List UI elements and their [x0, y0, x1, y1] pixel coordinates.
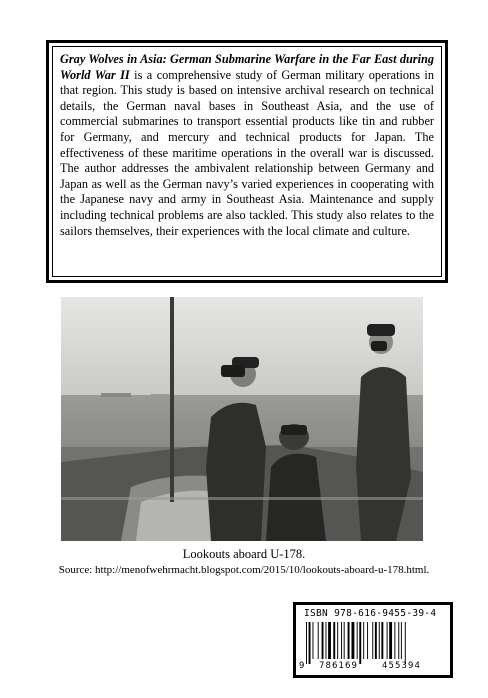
barcode-bar: [381, 622, 383, 659]
barcode-bar: [375, 622, 377, 659]
barcode-digit-first: 9: [299, 661, 305, 671]
barcode-bar: [318, 622, 319, 659]
barcode-bar: [337, 622, 338, 659]
barcode-bar: [322, 622, 324, 659]
blurb-inner-frame: [52, 46, 442, 277]
photo-source: Source: http://menofwehrmacht.blogspot.com/2015/10/lookouts-aboard-u-178.html.: [58, 564, 430, 576]
back-cover-blurb-box: [46, 40, 448, 283]
barcode-bar: [379, 622, 380, 659]
barcode-bar: [389, 622, 392, 659]
barcode-bar: [405, 622, 406, 664]
isbn-barcode: [293, 602, 453, 678]
barcode-bar: [367, 622, 368, 659]
barcode-bar: [344, 622, 345, 659]
photo-caption: Lookouts aboard U-178.: [182, 547, 306, 561]
barcode-bar: [313, 622, 314, 659]
barcode-bar: [326, 622, 327, 659]
barcode-bar: [333, 622, 335, 659]
barcode-bar: [352, 622, 355, 659]
barcode-bar: [341, 622, 342, 659]
barcode-bar: [309, 622, 311, 664]
blurb-paragraph: [60, 52, 434, 239]
book-title: Gray Wolves in Asia: German Submarine Warfare in the Far East during World War II: [60, 52, 434, 82]
barcode-bar: [398, 622, 399, 659]
submarine-lookouts-photo: [61, 297, 423, 541]
barcode-bar: [348, 622, 350, 659]
barcode-bar: [328, 622, 331, 659]
barcode-bar: [394, 622, 395, 659]
barcode-bar: [357, 622, 358, 659]
barcode-bars: [304, 622, 444, 664]
barcode-bar: [359, 622, 361, 664]
photo-illustration: [61, 297, 423, 541]
barcode-digit-group-2: 455394: [382, 661, 422, 671]
barcode-digit-group-1: 786169: [319, 661, 359, 671]
blurb-body: is a comprehensive study of German military operations in that region. This study is based on intensive archival research on technical details, the German naval bases in Southeast Asia, and the use of commercial submarines to transport essential products like tin and rubber for Germany, and mercury and technical products for Japan. The effectiveness of these maritime operations in the overall war is discussed. The author addresses the ambivalent relationship between Germany and Japan as well as the German navy’s varied experiences in cooperating with the Japanese navy and army in Southeast Asia. Maintenance and supply including technical problems are also tackled. This study also relates to the sailors themselves, their experiences with the local climate and culture.: [60, 67, 434, 238]
barcode-bar: [387, 622, 388, 659]
barcode-bar: [363, 622, 364, 659]
isbn-label: ISBN 978-616-9455-39-4: [304, 608, 437, 619]
barcode-bar: [306, 622, 307, 664]
barcode-bar: [401, 622, 402, 659]
barcode-bar: [372, 622, 373, 659]
